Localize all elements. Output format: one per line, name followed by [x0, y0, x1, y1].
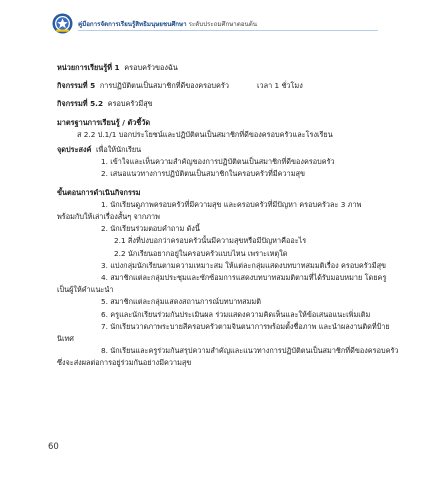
- sub-activity-label: กิจกรรมที่ 5.2: [57, 99, 104, 109]
- objectives-heading-line: [57, 144, 377, 156]
- unit-line: [57, 62, 377, 74]
- sub-activity-value: ครอบครัวมีสุข: [107, 99, 153, 109]
- page-content: [57, 62, 399, 370]
- procedure-step-3: 3. แบ่งกลุ่มนักเรียนตามความเหมาะสม ให้แต่ละกลุ่มแสดงบทบาทสมมติเรื่อง ครอบครัวมีสุข: [101, 260, 387, 270]
- header-divider: [78, 30, 378, 31]
- procedure-step-5: 5. สมาชิกแต่ละกลุ่มแสดงสถานการณ์บทบาทสมมติ: [101, 297, 261, 307]
- unit-value: ครอบครัวของฉัน: [124, 63, 178, 72]
- activity-time: เวลา 1 ชั่วโมง: [257, 81, 303, 91]
- procedure-step-2-1: 2.1 สิ่งที่บ่งบอกว่าครอบครัวนั้นมีความสุขหรือมีปัญหาคืออะไร: [114, 236, 307, 246]
- procedure-step-4-cont: เป็นผู้ให้คำแนะนำ: [57, 285, 114, 295]
- document-subtitle: ระดับประถมศึกษาตอนต้น: [188, 21, 257, 28]
- procedure-step-8: 8. นักเรียนและครูร่วมกันสรุปความสำคัญและแนวทางการปฏิบัติตนเป็นสมาชิกที่ดีของครอบครัว: [101, 346, 399, 356]
- school-emblem-icon: [52, 13, 73, 34]
- procedure-step-7: 7. นักเรียนวาดภาพระบายสีครอบครัวตามจินตนาการพร้อมตั้งชื่อภาพ และนำผลงานติดที่ป้าย: [101, 321, 390, 331]
- procedure-step-7-cont: นิเทศ: [57, 334, 74, 344]
- procedure-step-8-cont: ซึ่งจะส่งผลต่อการอยู่ร่วมกันอย่างมีความสุข: [57, 358, 192, 368]
- procedure-step-1-cont: พร้อมกับให้เล่าเรื่องสั้นๆ จากภาพ: [57, 212, 160, 222]
- header-text: [78, 19, 257, 29]
- procedure-step-1: 1. นักเรียนดูภาพครอบครัวที่มีความสุข และครอบครัวที่มีปัญหา ครอบครัวละ 3 ภาพ: [101, 199, 362, 209]
- procedure-step-2: 2. นักเรียนร่วมตอบคำถาม ดังนี้: [101, 224, 200, 234]
- objective-item: 1. เข้าใจและเห็นความสำคัญของการปฏิบัติตนเป็นสมาชิกที่ดีของครอบครัว: [101, 157, 335, 167]
- activity-line: [57, 80, 377, 92]
- activity-label: กิจกรรมที่ 5: [57, 81, 96, 91]
- objective-item: 2. เสนอแนวทางการปฏิบัติตนเป็นสมาชิกในครอบครัวที่มีความสุข: [101, 169, 305, 179]
- procedure-step-4: 4. สมาชิกแต่ละกลุ่มประชุมและซักซ้อมการแสดงบทบาทสมมติตามที่ได้รับมอบหมาย โดยครู: [101, 273, 387, 283]
- procedure-heading: ขั้นตอนการดำเนินกิจกรรม: [57, 187, 141, 197]
- objectives-heading: จุดประสงค์: [57, 145, 92, 155]
- page-header: [52, 13, 382, 35]
- procedure-step-2-2: 2.2 นักเรียนอยากอยู่ในครอบครัวแบบไหน เพราะเหตุใด: [114, 248, 288, 258]
- document-title: คู่มือการจัดการเรียนรู้สิทธิมนุษยชนศึกษา: [78, 21, 187, 28]
- standard-heading: มาตรฐานการเรียนรู้ / ตัวชี้วัด: [57, 117, 151, 127]
- objectives-heading-suffix: เพื่อให้นักเรียน: [96, 145, 142, 155]
- sub-activity-line: [57, 98, 377, 110]
- page-number: 60: [48, 442, 59, 452]
- unit-label: หน่วยการเรียนรู้ที่ 1: [57, 63, 120, 72]
- activity-value: การปฏิบัติตนเป็นสมาชิกที่ดีของครอบครัว: [99, 81, 229, 91]
- procedure-step-6: 6. ครูและนักเรียนร่วมกันประเมินผล ร่วมแสดงความคิดเห็นและให้ข้อเสนอแนะเพิ่มเติม: [101, 309, 371, 319]
- standard-item: ส 2.2 ป.1/1 บอกประโยชน์และปฏิบัติตนเป็นสมาชิกที่ดีของครอบครัวและโรงเรียน: [77, 129, 333, 139]
